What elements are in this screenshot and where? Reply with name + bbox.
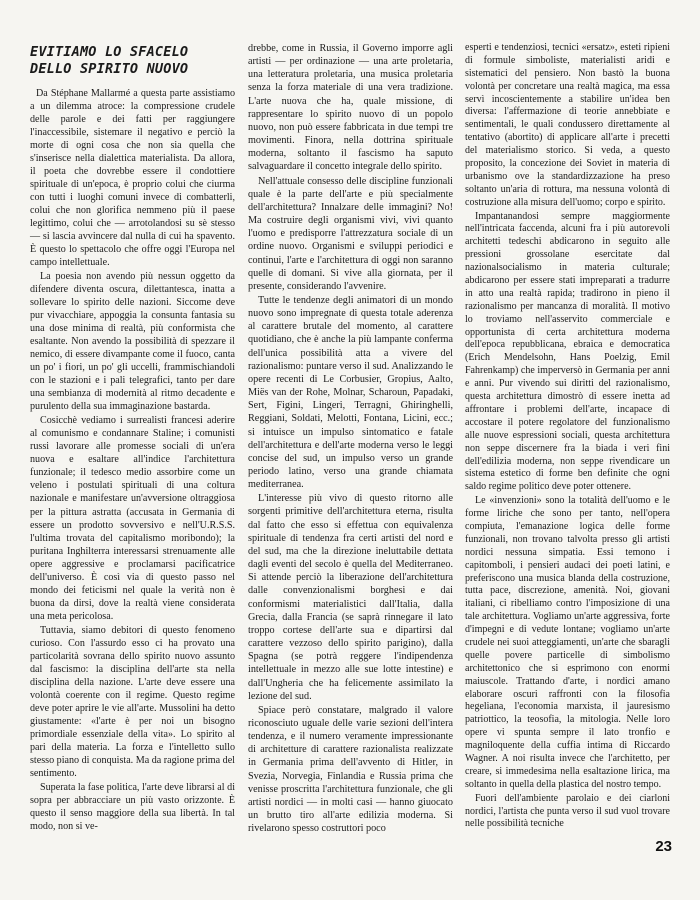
paragraph: Cosicchè vediamo i surrealisti francesi aderire al comunismo e condannare Staline; i comunisti russi lavorare alle promesse sociali di un'era nuova e esaltare all'indice l'architettura funzionale; il tedesco medio assorbire come un veleno i postulati spirituali di una coltura nazionale e manifestare un'avversione oltraggiosa per la pittura astratta (accusata in Germania di essere un prodotto sovversivo e nell'U.R.S.S. l'ultima trovata del capitalismo moribondo); la puritana Inghilterra interessarsi strenuamente alle opere aggressive e proclamarsi pacificatrice dell'universo. È così via di questo passo nel mondo dei feticismi nel quale la verità non è buona da dirsi, dove la realtà viene considerata una meta pericolosa. [30, 415, 235, 622]
paragraph: La poesia non avendo più nessun oggetto da difendere diventa oscura, dilettantesca, inatta a sollevare lo spirito delle nazioni. Siccome deve pur vivacchiare, appoggia la consunta fantasia su una dose minima di realtà, più conformista che esaltante. Non avendo la possibilità di spezzare il nemico, di essere divampante come il fuoco, canta un po' i fiori, un po' gli uccelli, frammischiandoli con le stazioni e i pali telegrafici, tanto per dare una sembianza di modernità al ritmo decadente e purulento della sua immaginazione bastarda. [30, 271, 235, 413]
paragraph: Nell'attuale consesso delle discipline funzionali quale è la parte dell'arte e più specialmente dell'architettura? Innalzare delle immagini? No! Ma costruire degli organismi vivi, vivi quanto l'uomo e predisporre l'attrezzatura sociale di un ordine nuovo. Organismi e sviluppi periodici e continui, l'arte e l'architettura di oggi non saranno quelle di domani. Si vive alla giornata, per il presente, considerando l'avvenire. [248, 175, 453, 292]
paragraph: Fuori dell'ambiente parolaio e dei ciarloni nordici, l'artista che punta verso il sud vuol trovare nelle possibilità tecniche [465, 792, 670, 830]
column-3 [465, 42, 670, 832]
paragraph: L'interesse più vivo di questo ritorno alle sorgenti primitive dell'architettura eterna, risulta dal fatto che esso si effettua con equivalenza spirituale di tendenza fra certi artisti del nord e del sud, ma che la direzione ineluttabile dettata dagli eventi del secolo è quella del Mediterraneo. Si attende perciò la liberazione dell'architettura dalle convenzionalismi borghesi e dai conformismi materialistici dall'Italia, dalla Grecia, dalla Francia (se saprà rinnegare il lato troppo cortese dell'arte sua e dipartirsi dal carattere vezzoso dello spirito parigino), dalla Spagna (se potrà reggere l'indipendenza intellettuale in mezzo alle sue lotte intestine) e dall'Ungheria che ha felicemente assimilato la lezione del sud. [248, 493, 453, 702]
title-line-1: EVITIAMO LO SFACELO [30, 44, 189, 60]
paragraph: drebbe, come in Russia, il Governo imporre agli artisti — per ordinazione — una arte proletaria, una letteratura proletaria, una musica proletaria senza la forza materiale di una vera tradizione. L'arte nuova che ha, quale missione, di rappresentare lo spirito nuovo di un popolo nuovo, non può essere fabbricata in due tempi tre movimenti. Finora, nella dottrina spirituale moderna, soltanto il fascismo ha saputo salvaguardare il concetto integrale dello spirito. [248, 43, 453, 173]
paragraph: Da Stéphane Mallarmé a questa parte assistiamo a un dilemma atroce: la compressione crudele delle parole e dei fatti per raggiungere l'inaccessibile, sistemare il negativo e perciò la morte di ogni cosa che non sia quella che s'inserisce nella dialettica materialista. Da allora, il poeta che dovrebbe essere il condottiere spirituale di un'epoca, è proprio colui che ciurma con tutti i luoghi comuni invece di combatterli, colui che non glorifica nemmeno più il paese legittimo, colui che — arrotolandosi su sè stesso — si lascia avvincere dal nulla di cui ha spavento. È questo lo spettacolo che offre oggi l'Europa nel campo intellettuale. [30, 88, 235, 269]
column-2 [248, 42, 453, 836]
column-1 [30, 40, 235, 834]
page-number: 23 [655, 838, 672, 855]
paragraph: Tuttavia, siamo debitori di questo fenomeno curioso. Con l'assurdo esso ci ha provato una particolarità sovrana dello spirito nuovo assunto dal fascismo: la disciplina dell'arte sta nella disciplina della nazione. L'arte deve essere una volontà coerente con il regime. Questo regime deve poter aprire le vie all'arte. Mussolini ha detto giustamente: «l'arte è per noi un bisogno primordiale essenziale della vita». Lo spirito al pari della materia. La forza e l'intelletto sullo stesso piano di conquista. Ma da ragione prima del sentimento. [30, 624, 235, 779]
paragraph: Le «invenzioni» sono la totalità dell'uomo e le forme liriche che sono per tanto, nell'opera compiuta, l'emanazione logica delle forme funzionali, non trovano talvolta presso gli artisti nordici nessuna simpatia. Essi temono i capitomboli, i pensieri audaci dei poeti latini, e preferiscono una musica blanda della costruzione, tutta pace, discrezione, amenità. Noi, giovani italiani, ci ribelliamo contro l'imposizione di una tale architettura. Vogliamo un'arte aggressiva, forte d'impegni e di vedute lontane; vogliamo un'arte crudele nei suoi atteggiamenti, un'arte che sbaragli quelle povere particelle di simbolismo architettonico che si esprimono con enormi maiuscole. Trattando d'arte, i nordici amano elaborare oscuri raffronti con la filosofia hegeliana, l'economia marxista, il jauresismo patriottico, la teosofia, la mitologia. Nelle loro opere vi spunta sempre il lato tronfio e magniloquente della cuffia intima di Riccardo Wagner. A noi risulta invece che l'architetto, per creare, si immedesima nella esaltazione lirica, ma soltanto in quella della plastica del nostro tempo. [465, 495, 670, 790]
paragraph: esperti e tendenziosi, tecnici «ersatz», esteti ripieni di formule simboliste, materialisti aridi e sistematici del pensiero. Non bastò la buona volontà per concretare una realtà magica, ma essa servì incoscientemente a stabilire un'idea ben diversa: l'affermazione di teorie annebbiate e sentimentali, le quali condussero direttamente al tentativo (abortito) di applicare all'arte i precetti del materialismo storico. Si veda, a questo proposito, la concezione dei Soviet in materia di urbanismo ove la standardizzazione ha preso soltanto un'aria di rottura, ma nessuna volontà di costruzione alla misura dell'uomo; corpo e spirito. [465, 42, 670, 208]
article-title [30, 44, 235, 78]
paragraph: Tutte le tendenze degli animatori di un mondo nuovo sono impregnate di questa totale aderenza al carattere brutale del momento, al carattere quotidiano, che è anche la più lampante conferma dell'unica possibilità atta a vivere del razionalismo: puntare verso il sud. Analizzando le opere recenti di Le Corbusier, Gropius, Aalto, Miës van der Rohe, Molnar, Scharoun, Papadaki, Sert, Figini, Lingeri, Terragni, Ghiringhelli, Reggiani, Soldati, Melotti, Fontana, Licini, ecc.; si intuisce un impulso sintomatico e fatale dell'architettura e dell'arte moderna verso le leggi concise del sud, un impulso verso un grande periodo latino, verso una grande chiamata mediterranea. [248, 294, 453, 491]
paragraph: Spiace però constatare, malgrado il valore riconosciuto uguale delle varie sezioni dell'intera tendenza, e il numero veramente impressionante di architetture di carattere razionalista realizzate in Germania prima dell'avvento di Hitler, in Svezia, Norvegia, Finlandia e Russia prima che venisse proscritta l'architettura funzionale, che gli artisti nordici — in molti casi — hanno giuocato un brutto tiro all'arte edilizia moderna. Si rivelarono spesso costruttori poco [248, 704, 453, 835]
title-line-2: DELLO SPIRITO NUOVO [30, 61, 189, 77]
paragraph: Superata la fase politica, l'arte deve librarsi al di sopra per abbracciare un più vasto orizzonte. È questo il senso maggiore della sua libertà. In tal modo, non si ve- [30, 781, 235, 832]
paragraph: Impantanandosi sempre maggiormente nell'intricata faccenda, alcuni fra i più autorevoli architetti tedeschi abdicarono in seguito alle pressioni grossolane esercitate dal nazionalsocialismo in materia culturale; abdicarono per essere stati impreparati a tradurre in atto una realtà rapida; tradirono in pieno il razionalismo per mancanza di moralità. Il motivo lo troviamo nell'asservito commerciale e opportunista di certa architettura moderna dell'epoca repubblicana, ebraica e democratica (Erich Mendelsohn, Hans Poelzig, Emil Fahrenkamp) che imperversò in Germania per anni e anni. Pur vivendo sui diritti del razionalismo, questa architettura dimostrò di essere inetta ad affrontare i problemi dell'arte, incapace di accostare il potere regolatore del funzionalismo alle nuove espressioni sociali, questa architettura non seppe discernere fra la biada i veri fini dell'edilizia moderna, non seppe rivendicare un sistema estetico di forme ben definite che ogni saldo regime politico deve poter ottenere. [465, 210, 670, 493]
